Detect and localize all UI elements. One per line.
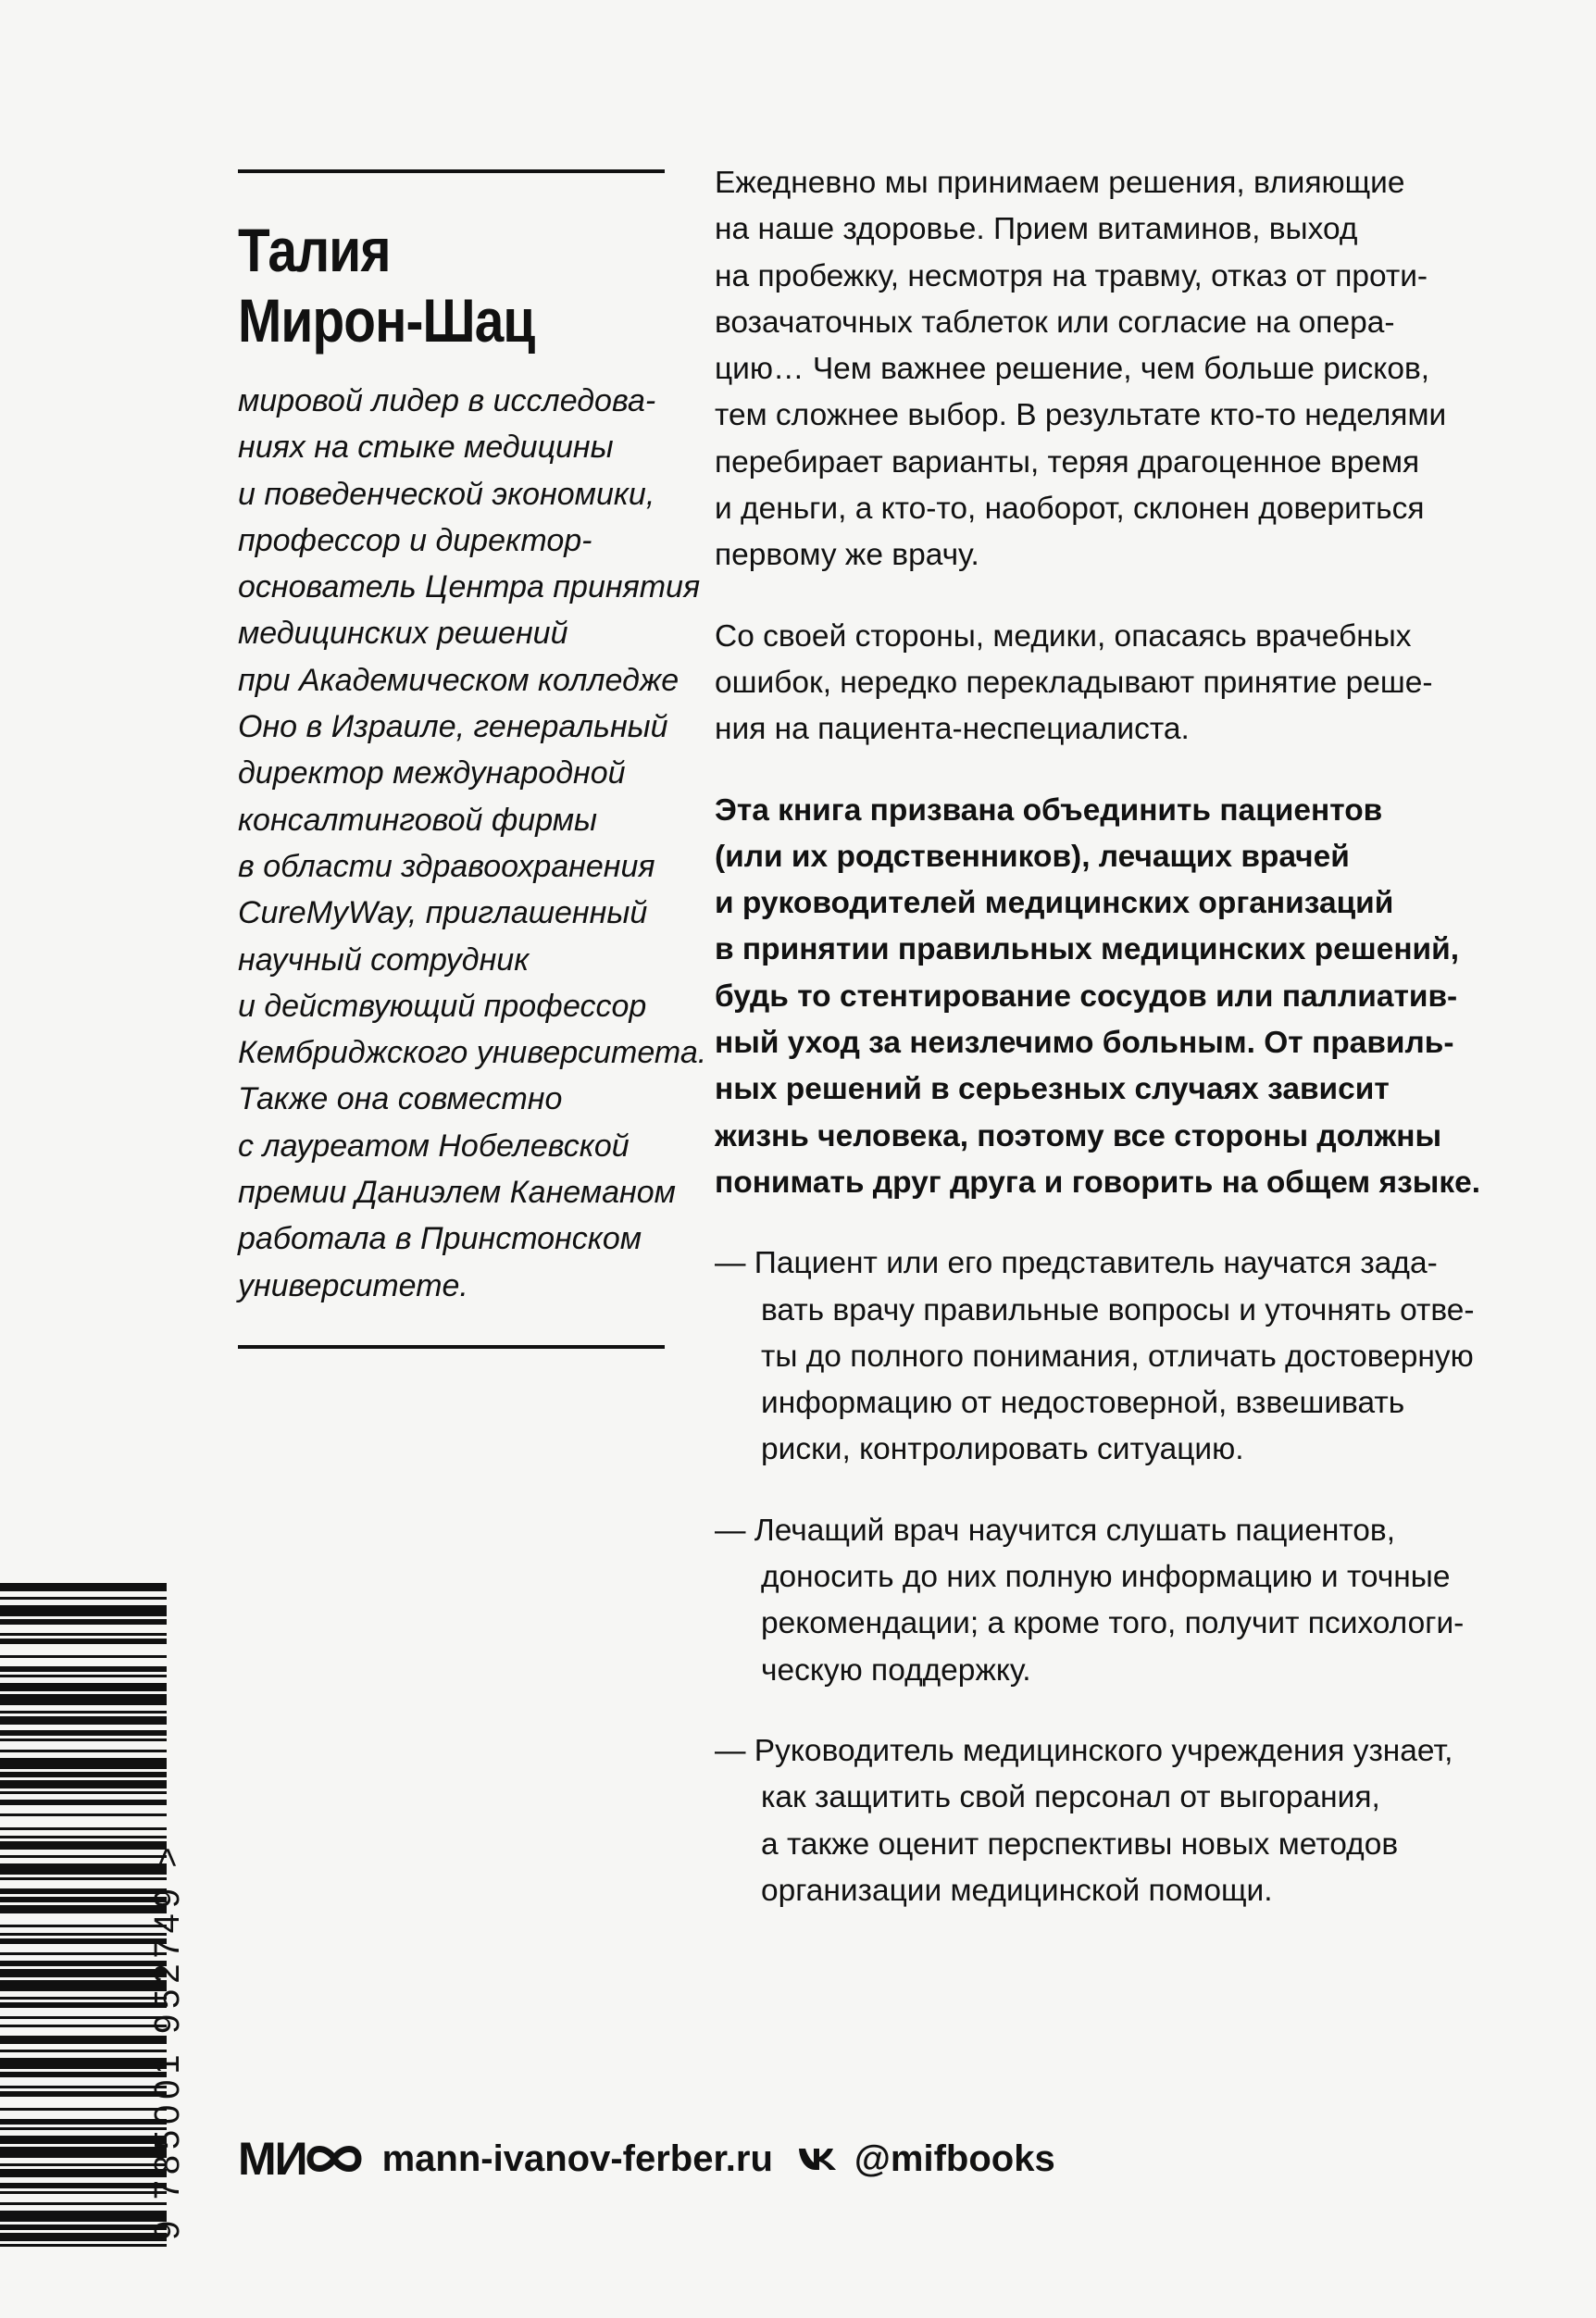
barcode-bar: [0, 1716, 167, 1725]
bottom-divider: [238, 1345, 665, 1349]
vk-icon[interactable]: [797, 2146, 838, 2172]
barcode-bar: [0, 1905, 167, 1913]
text-line: тем сложнее выбор. В результате кто-то неделями: [715, 398, 1447, 433]
text-line: Ежедневно мы принимаем решения, влияющие: [715, 166, 1405, 200]
text-line: ниях на стыке медицины: [238, 430, 614, 466]
barcode-bar: [0, 1938, 167, 1944]
barcode-bar: [0, 1750, 167, 1752]
publisher-footer: [238, 2131, 1055, 2187]
barcode-bar: [0, 2036, 167, 2044]
barcode-bar: [0, 2147, 167, 2158]
text-line: ошибок, нередко перекладывают принятие реше-: [715, 665, 1433, 700]
barcode-bar: [0, 2119, 167, 2125]
text-line: первому же врачу.: [715, 538, 979, 573]
barcode-bar: [0, 2050, 167, 2052]
barcode-bar: [0, 1925, 167, 1927]
text-line: а также оценит перспективы новых методов: [761, 1826, 1399, 1862]
text-line: консалтинговой фирмы: [238, 802, 598, 838]
second-paragraph: [715, 614, 1529, 754]
text-line: риски, контролировать ситуацию.: [761, 1432, 1244, 1467]
barcode-bar: [0, 1855, 167, 1858]
author-last-name: Мирон-Шац: [238, 286, 535, 355]
text-line: — Пациент или его представитель научатся зада-: [715, 1246, 1438, 1281]
text-line: при Академическом колледже: [238, 662, 680, 698]
text-line: ных решений в серьезных случаях зависит: [715, 1072, 1390, 1107]
author-first-name: Талия: [238, 216, 391, 284]
barcode-bar: [0, 1780, 167, 1788]
bold-paragraph: [715, 788, 1529, 1207]
text-line: и поведенческой экономики,: [238, 476, 655, 512]
top-divider: [238, 169, 665, 173]
text-line: Со своей стороны, медики, опасаясь врачебных: [715, 618, 1412, 654]
barcode-bar: [0, 1655, 167, 1658]
infinity-icon: [306, 2140, 362, 2177]
barcode-bar: [0, 2202, 167, 2205]
barcode-bar: [0, 1619, 167, 1625]
text-line: (или их родственников), лечащих врачей: [715, 839, 1350, 874]
text-line: медицинских решений: [238, 616, 568, 652]
text-line: в области здравоохранения: [238, 848, 655, 884]
text-line: в принятии правильных медицинских решений,: [715, 932, 1460, 967]
isbn-digits: 9 785001 952749 >: [148, 1841, 187, 2240]
bullet-doctor: [715, 1508, 1529, 1694]
text-line: — Лечащий врач научится слушать пациентов,: [715, 1513, 1396, 1548]
barcode-bar: [0, 1675, 167, 1677]
barcode-bar: [0, 1639, 167, 1644]
text-line: Также она совместно: [238, 1081, 563, 1117]
barcode-bar: [0, 1711, 167, 1714]
text-line: университете.: [238, 1267, 468, 1303]
author-name: [238, 215, 612, 355]
text-line: как защитить свой персонал от выгорания,: [761, 1780, 1380, 1815]
barcode-bar: [0, 1597, 167, 1600]
bullet-manager: [715, 1728, 1529, 1914]
barcode-bar: [0, 1666, 167, 1672]
text-line: с лауреатом Нобелевской: [238, 1128, 630, 1164]
text-line: мировой лидер в исследова-: [238, 383, 656, 418]
publisher-logo: [238, 2132, 362, 2186]
barcode-bar: [0, 2211, 167, 2222]
barcode-bar: [0, 1738, 167, 1741]
text-line: на пробежку, несмотря на травму, отказ от проти-: [715, 258, 1428, 293]
barcode-bar: [0, 2163, 167, 2166]
barcode-bar: [0, 2025, 167, 2027]
barcode-bar: [0, 2191, 167, 2194]
text-line: научный сотрудник: [238, 941, 530, 978]
text-line: и деньги, а кто-то, наоборот, склонен довериться: [715, 492, 1425, 527]
text-line: возачаточных таблеток или согласие на опера-: [715, 305, 1395, 340]
barcode-bar: [0, 1758, 167, 1769]
barcode-bar: [0, 2058, 167, 2069]
barcode-bar: [0, 2169, 167, 2177]
text-line: доносить до них полную информацию и точные: [761, 1560, 1451, 1595]
barcode-bar: [0, 1933, 167, 1936]
text-line: перебирает варианты, теряя драгоценное время: [715, 444, 1420, 480]
logo-text: МИ: [238, 2133, 306, 2185]
barcode-bar: [0, 1605, 167, 1616]
barcode-bar: [0, 1952, 167, 1955]
text-line: информацию от недостоверной, взвешивать: [761, 1386, 1405, 1421]
barcode-bar: [0, 2002, 167, 2008]
text-line: директор международной: [238, 755, 626, 791]
barcode-bar: [0, 1730, 167, 1736]
barcode-bar: [0, 2091, 167, 2097]
text-line: CureMyWay, приглашенный: [238, 895, 648, 931]
text-line: ческую поддержку.: [761, 1652, 1031, 1688]
text-line: ный уход за неизлечимо больным. От правиль-: [715, 1026, 1454, 1061]
text-line: рекомендации; а кроме того, получит психологи-: [761, 1606, 1465, 1641]
barcode-bar: [0, 1633, 167, 1636]
isbn-barcode: [0, 1583, 167, 2249]
text-line: на наше здоровье. Прием витаминов, выход: [715, 212, 1358, 247]
barcode-bar: [0, 1961, 167, 1966]
barcode-bar: [0, 1980, 167, 1991]
barcode-bar: [0, 2136, 167, 2144]
barcode-bar: [0, 1791, 167, 1794]
barcode-bar: [0, 2244, 167, 2247]
barcode-bar: [0, 1813, 167, 1816]
text-line: ния на пациента-неспециалиста.: [715, 712, 1190, 747]
barcode-bar: [0, 1997, 167, 2000]
text-line: Эта книга призвана объединить пациентов: [715, 792, 1383, 828]
barcode-bar: [0, 1841, 167, 1850]
text-line: жизнь человека, поэтому все стороны должны: [715, 1118, 1442, 1153]
text-line: — Руководитель медицинского учреждения узнает,: [715, 1733, 1453, 1768]
barcode-bar: [0, 1772, 167, 1777]
barcode-bar: [0, 2072, 167, 2077]
text-line: будь то стентирование сосудов или паллиатив-: [715, 978, 1458, 1014]
barcode-bar: [0, 1683, 167, 1691]
site-url-link[interactable]: mann-ivanov-ferber.ru: [381, 2137, 773, 2179]
barcode-bar: [0, 1897, 167, 1902]
barcode-bar: [0, 2127, 167, 2130]
barcode-bar: [0, 1969, 167, 1977]
text-line: вать врачу правильные вопросы и уточнять отве-: [761, 1292, 1475, 1327]
text-line: Оно в Израиле, генеральный: [238, 709, 668, 745]
barcode-bar: [0, 2086, 167, 2088]
text-line: Кембриджского университета.: [238, 1035, 707, 1071]
barcode-bar: [0, 2016, 167, 2019]
barcode-bar: [0, 2233, 167, 2241]
barcode-bar: [0, 1888, 167, 1894]
text-line: цию… Чем важнее решение, чем больше рисков,: [715, 352, 1430, 387]
text-line: премии Даниэлем Канеманом: [238, 1175, 676, 1211]
author-bio: [238, 378, 738, 1309]
book-description: [715, 160, 1529, 1949]
text-line: организации медицинской помощи.: [761, 1873, 1273, 1908]
barcode-bar: [0, 2183, 167, 2188]
text-line: работала в Принстонском: [238, 1221, 642, 1257]
bullet-patient: [715, 1240, 1529, 1473]
text-line: и руководителей медицинских организаций: [715, 886, 1394, 921]
text-line: ты до полного понимания, отличать достоверную: [761, 1339, 1474, 1374]
barcode-bar: [0, 1863, 167, 1875]
text-line: понимать друг друга и говорить на общем языке.: [715, 1165, 1481, 1200]
barcode-bar: [0, 1827, 167, 1830]
text-line: и действующий профессор: [238, 988, 647, 1024]
barcode-bar: [0, 1877, 167, 1880]
barcode-bar: [0, 1694, 167, 1705]
barcode-bar: [0, 1583, 167, 1591]
text-line: профессор и директор-: [238, 522, 592, 558]
barcode-bar: [0, 2225, 167, 2230]
barcode-bar: [0, 1836, 167, 1838]
barcode-bar: [0, 1800, 167, 1805]
barcode-bar: [0, 2108, 167, 2111]
text-line: основатель Центра принятия: [238, 569, 701, 605]
social-handle-link[interactable]: @mifbooks: [854, 2137, 1055, 2179]
intro-paragraph: [715, 160, 1529, 580]
